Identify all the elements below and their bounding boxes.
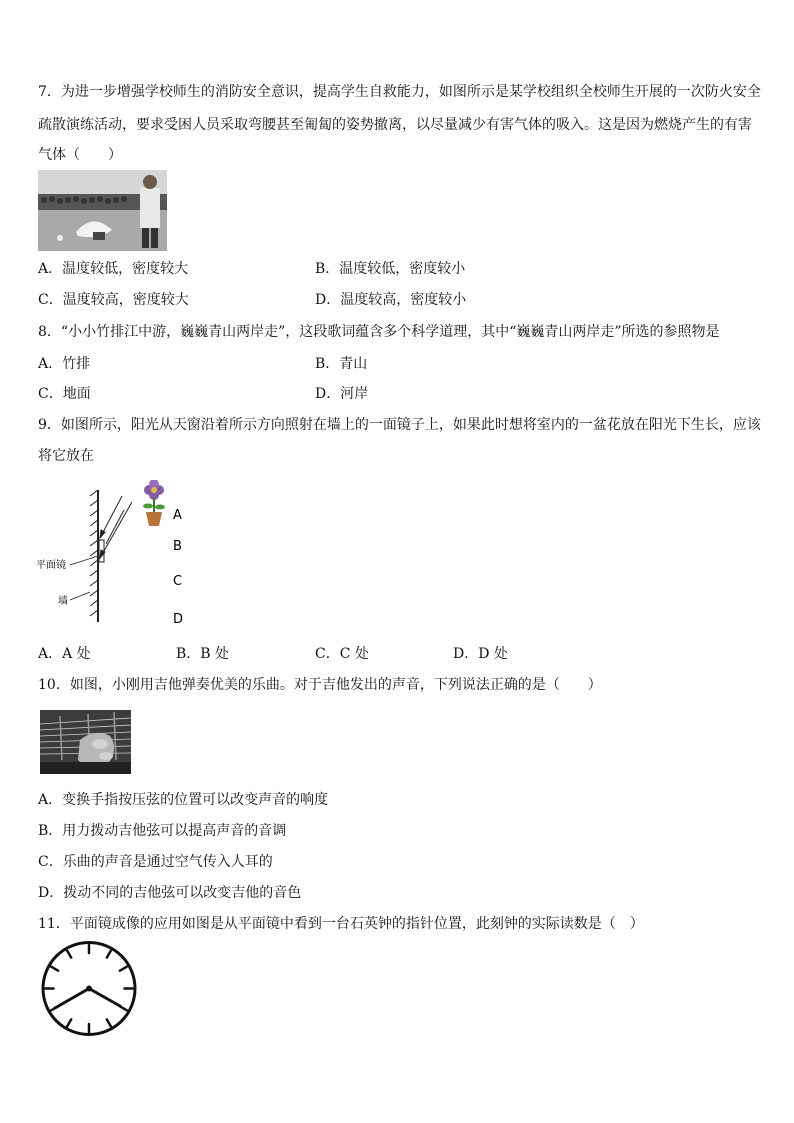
q10-option-b[interactable]: B．用力拨动吉他弦可以提高声音的音调 (38, 823, 287, 839)
q8-option-c[interactable]: C．地面 (38, 386, 91, 402)
clock-center (86, 986, 92, 992)
sunlight-rays (100, 496, 132, 558)
q10-option-d[interactable]: D．拨动不同的吉他弦可以改变吉他的音色 (38, 885, 302, 901)
q10-option-a[interactable]: A．变换手指按压弦的位置可以改变声音的响度 (38, 792, 329, 808)
q8-option-b[interactable]: B．青山 (315, 356, 368, 372)
position-label-a: A (173, 508, 182, 523)
fire-drill-illustration (38, 170, 167, 251)
guitar-photo (40, 710, 131, 774)
wall-hatching (90, 490, 98, 616)
q8-stem-line1: 8．“小小竹排江中游，巍巍青山两岸走”，这段歌词蕴含多个科学道理，其中“巍巍青山两岸走”所选的参照物是 (38, 324, 720, 340)
mirror-label: 平面镜 (36, 560, 66, 571)
q7-stem-line1: 7．为进一步增强学校师生的消防安全意识，提高学生自救能力，如图所示是某学校组织全校师生开展的一次防火安全 (38, 84, 761, 100)
wall-label: 墙 (58, 596, 68, 607)
mirror-wall-diagram (36, 480, 196, 630)
q9-option-b[interactable]: B．B 处 (176, 646, 230, 662)
position-label-b: B (173, 539, 182, 554)
position-label-c: C (173, 574, 183, 589)
q10-option-c[interactable]: C．乐曲的声音是通过空气传入人耳的 (38, 854, 273, 870)
q7-option-c[interactable]: C．温度较高，密度较大 (38, 292, 189, 308)
fire-drill-photo (38, 170, 167, 251)
q7-stem-line2: 疏散演练活动，要求受困人员采取弯腰甚至匍匐的姿势撤离，以尽量减少有害气体的吸入。这是因为燃烧产生的有害 (38, 117, 752, 133)
q9-stem-line2: 将它放在 (38, 448, 94, 464)
q9-option-a[interactable]: A．A 处 (38, 646, 91, 662)
q7-option-b[interactable]: B．温度较低，密度较小 (315, 261, 466, 277)
q7-option-d[interactable]: D．温度较高，密度较小 (315, 292, 467, 308)
q7-stem-line3: 气体（ ） (38, 147, 122, 163)
q9-option-c[interactable]: C．C 处 (315, 646, 369, 662)
q10-stem-line1: 10．如图，小刚用吉他弹奏优美的乐曲。对于吉他发出的声音，下列说法正确的是（ ） (38, 677, 602, 693)
q7-option-a[interactable]: A．温度较低，密度较大 (38, 261, 189, 277)
flower-pot-icon (143, 480, 165, 526)
q11-stem-line1: 11．平面镜成像的应用如图是从平面镜中看到一台石英钟的指针位置，此刻钟的实际读数是（ ） (38, 916, 644, 932)
q9-stem-line1: 9．如图所示，阳光从天窗沿着所示方向照射在墙上的一面镜子上，如果此时想将室内的一盆花放在阳光下生长，应该 (38, 417, 761, 433)
q8-option-a[interactable]: A．竹排 (38, 356, 91, 372)
guitar-illustration (40, 710, 131, 774)
clock-mirror-image (38, 940, 140, 1037)
q8-option-d[interactable]: D．河岸 (315, 386, 369, 402)
position-label-d: D (173, 612, 184, 627)
q9-option-d[interactable]: D．D 处 (453, 646, 508, 662)
